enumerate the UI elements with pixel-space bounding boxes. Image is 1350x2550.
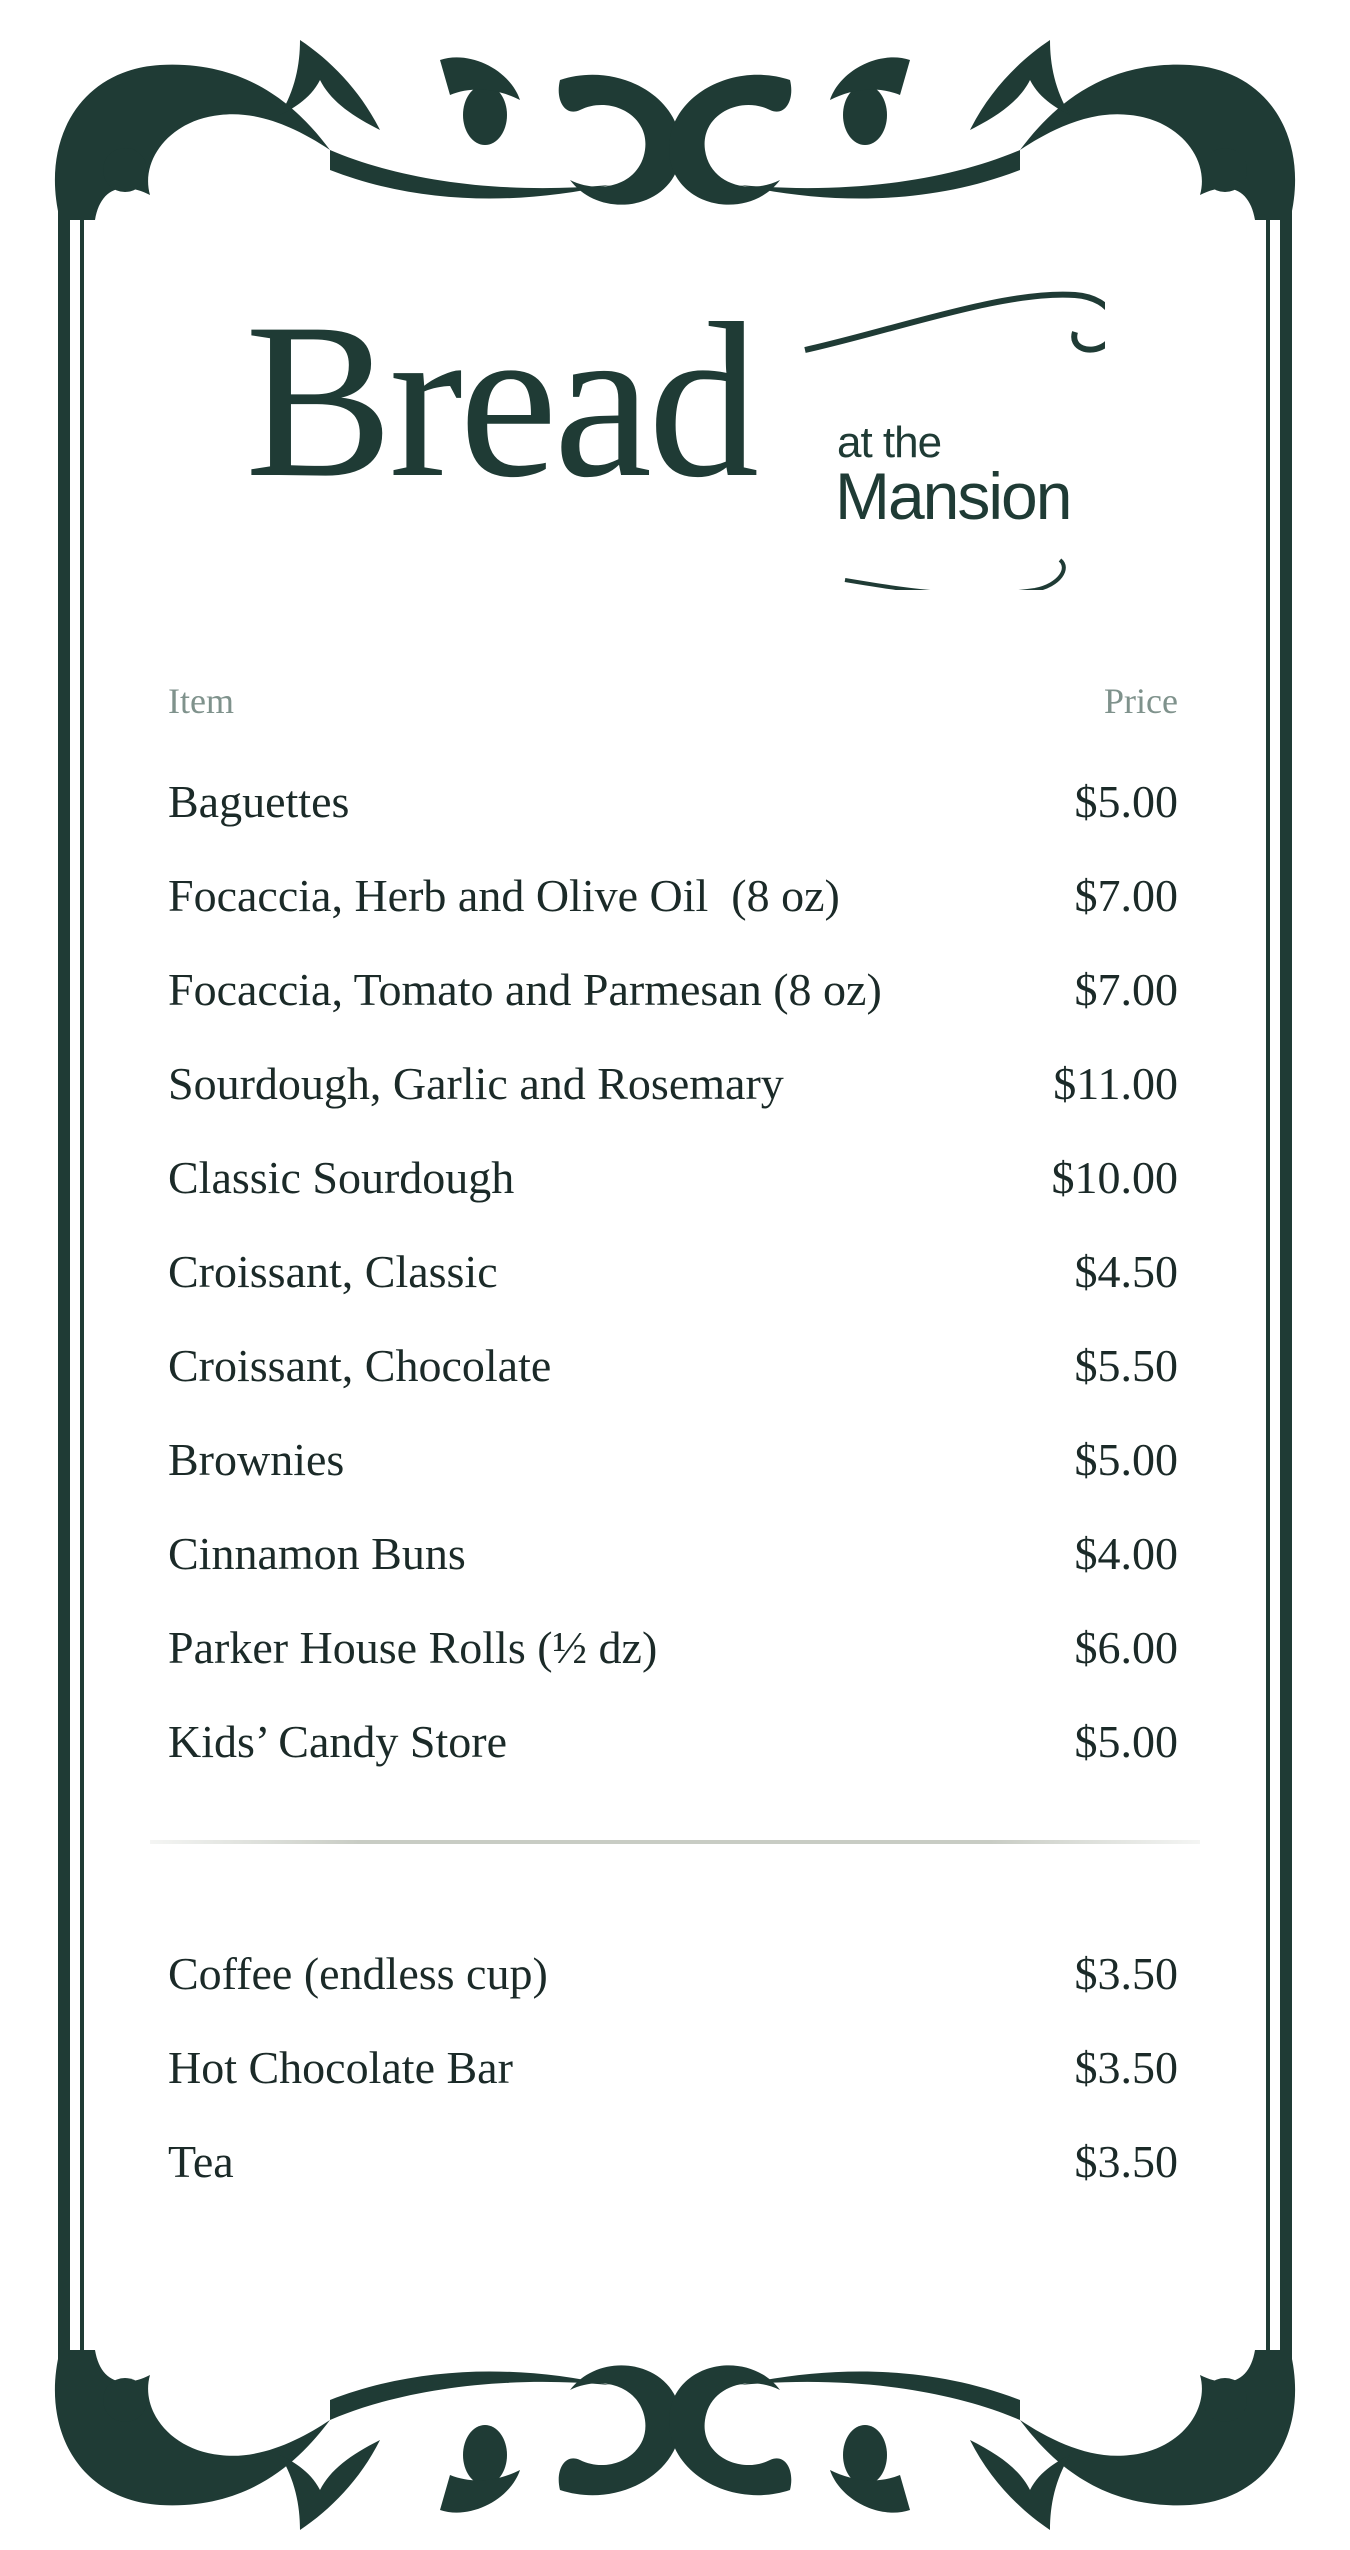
item-price: $4.00 [1074, 1528, 1178, 1579]
frame-left-outer [58, 170, 70, 2380]
list-item [168, 2041, 1178, 2101]
title-sub-top: at the [837, 418, 942, 467]
header-item: Item [168, 681, 234, 721]
item-name: Focaccia, Tomato and Parmesan (8 oz) [168, 964, 882, 1015]
list-item [168, 1715, 1178, 1775]
menu-title [245, 270, 1105, 590]
item-name: Parker House Rolls (½ dz) [168, 1622, 658, 1673]
item-name: Brownies [168, 1434, 345, 1485]
list-item [168, 963, 1178, 1023]
item-price: $5.00 [1074, 1434, 1178, 1485]
list-item [168, 1621, 1178, 1681]
item-name: Croissant, Chocolate [168, 1340, 552, 1391]
item-price: $3.50 [1074, 2042, 1178, 2093]
item-name: Coffee (endless cup) [168, 1948, 548, 1999]
list-item [168, 1947, 1178, 2007]
item-name: Kids’ Candy Store [168, 1716, 508, 1767]
item-name: Classic Sourdough [168, 1152, 515, 1203]
item-name: Focaccia, Herb and Olive Oil (8 oz) [168, 870, 840, 921]
frame-right-outer [1280, 170, 1292, 2380]
item-name: Hot Chocolate Bar [168, 2042, 513, 2093]
list-item [168, 1433, 1178, 1493]
item-price: $5.50 [1074, 1340, 1178, 1391]
item-price: $11.00 [1053, 1058, 1178, 1109]
item-name: Baguettes [168, 776, 350, 827]
list-item [168, 1527, 1178, 1587]
item-price: $7.00 [1074, 870, 1178, 921]
title-sub-bottom: Mansion [835, 459, 1071, 533]
item-price: $7.00 [1074, 964, 1178, 1015]
header-price: Price [1104, 681, 1178, 721]
scroll-ornament-top-icon [0, 20, 1350, 250]
item-price: $4.50 [1074, 1246, 1178, 1297]
list-item [168, 1245, 1178, 1305]
item-price: $6.00 [1074, 1622, 1178, 1673]
list-item [168, 2135, 1178, 2195]
item-price: $10.00 [1051, 1152, 1178, 1203]
list-item [168, 869, 1178, 929]
frame-right-inner [1266, 190, 1270, 2360]
frame-left-inner [80, 190, 84, 2360]
item-price: $5.00 [1074, 1716, 1178, 1767]
item-price: $3.50 [1074, 1948, 1178, 1999]
title-main: Bread [245, 278, 756, 524]
list-item [168, 1057, 1178, 1117]
scroll-ornament-bottom-icon [0, 2320, 1350, 2550]
section-divider [150, 1840, 1200, 1844]
item-price: $3.50 [1074, 2136, 1178, 2187]
menu-header [168, 680, 1178, 728]
list-item [168, 1339, 1178, 1399]
item-name: Croissant, Classic [168, 1246, 498, 1297]
item-price: $5.00 [1074, 776, 1178, 827]
item-name: Tea [168, 2136, 234, 2187]
item-name: Cinnamon Buns [168, 1528, 466, 1579]
list-item [168, 775, 1178, 835]
item-name: Sourdough, Garlic and Rosemary [168, 1058, 784, 1109]
list-item [168, 1151, 1178, 1211]
